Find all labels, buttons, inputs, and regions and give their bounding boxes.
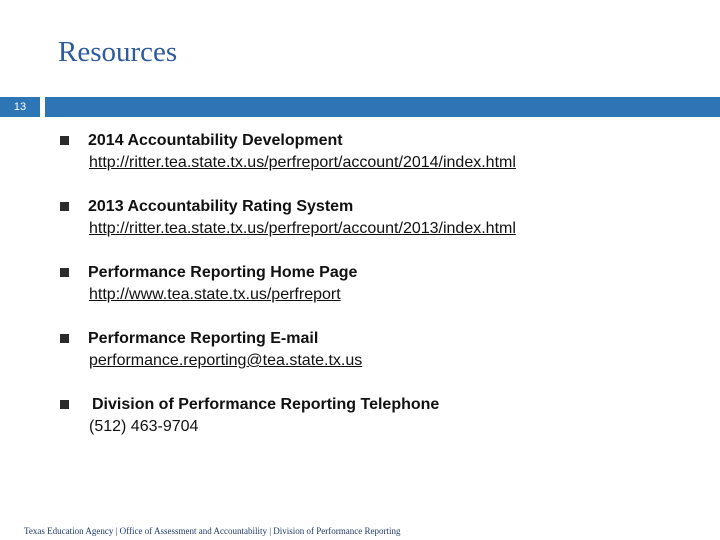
resource-phone: (512) 463-9704 [89, 418, 199, 435]
resource-link[interactable]: http://www.tea.state.tx.us/perfreport [89, 286, 341, 303]
square-bullet-icon [60, 202, 69, 211]
slide-number: 13 [13, 101, 27, 113]
resource-title: Division of Performance Reporting Telephone [92, 396, 440, 413]
resource-title: Performance Reporting Home Page [88, 264, 358, 281]
resource-link[interactable]: http://ritter.tea.state.tx.us/perfreport/account/2013/index.html [89, 220, 516, 237]
resource-link[interactable]: http://ritter.tea.state.tx.us/perfreport/account/2014/index.html [89, 154, 516, 171]
footer-text: Texas Education Agency | Office of Assessment and Accountability | Division of Performance Reporting [24, 526, 401, 536]
resource-email-link[interactable]: performance.reporting@tea.state.tx.us [89, 352, 363, 369]
square-bullet-icon [60, 400, 69, 409]
square-bullet-icon [60, 334, 69, 343]
page-title: Resources [58, 36, 178, 68]
square-bullet-icon [60, 268, 69, 277]
resource-title: Performance Reporting E-mail [88, 330, 319, 347]
resource-title: 2014 Accountability Development [88, 132, 343, 149]
header-divider-bar [45, 97, 720, 117]
resource-title: 2013 Accountability Rating System [88, 198, 354, 215]
square-bullet-icon [60, 136, 69, 145]
